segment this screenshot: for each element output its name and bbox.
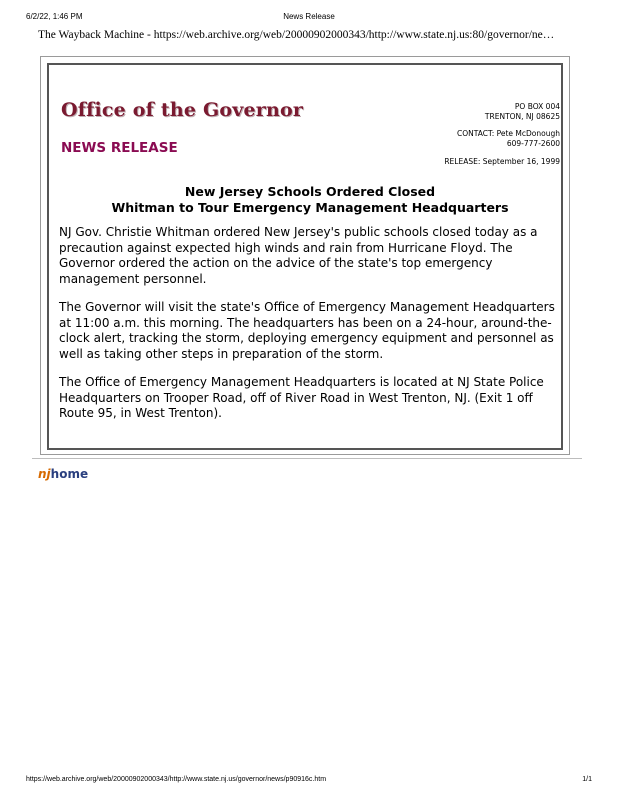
print-footer-url: https://web.archive.org/web/20000902000343/http://www.state.nj.us/governor/news/p90916c.htm	[26, 776, 327, 783]
print-page-title: News Release	[283, 12, 335, 21]
release-body	[59, 225, 557, 435]
office-of-the-governor-logo: Office of the Governor	[61, 99, 304, 121]
nj-home-link[interactable]	[38, 467, 88, 481]
headline	[60, 184, 560, 216]
nj-home-logo-nj: nj	[38, 467, 51, 481]
headline-line-2: Whitman to Tour Emergency Management Headquarters	[111, 200, 509, 215]
divider	[32, 458, 582, 459]
print-footer-page: 1/1	[582, 776, 592, 783]
wayback-banner: The Wayback Machine - https://web.archive.org/web/20000902000343/http://www.state.nj.us:80/governor/ne…	[38, 29, 555, 41]
address-line-2: TRENTON, NJ 08625	[484, 111, 560, 121]
contact-name: CONTACT: Pete McDonough	[456, 129, 560, 138]
body-paragraph: NJ Gov. Christie Whitman ordered New Jersey's public schools closed today as a precaution against expected high winds and rain from Hurricane Floyd. The Governor ordered the action on the advice of the state's top emergency management personnel.	[59, 225, 538, 286]
contact-phone: 609-777-2600	[506, 138, 560, 148]
headline-line-1: New Jersey Schools Ordered Closed	[184, 184, 436, 199]
nj-home-logo-home: home	[50, 467, 89, 481]
body-paragraph: The Governor will visit the state's Office of Emergency Management Headquarters at 11:00 a.m. this morning. The headquarters has been on a 24-hour, around-the-clock alert, tracking the storm, deploying emergency equipment and personnel as well as taking other steps in preparation of the storm.	[59, 300, 555, 361]
news-release-label: NEWS RELEASE	[61, 140, 178, 156]
address-line-1: PO BOX 004	[514, 102, 560, 111]
release-date: RELEASE: September 16, 1999	[444, 157, 560, 166]
body-paragraph: The Office of Emergency Management Headquarters is located at NJ State Police Headquarters on Trooper Road, off of River Road in West Trenton, NJ. (Exit 1 off Route 95, in West Trenton).	[59, 375, 544, 420]
print-datetime: 6/2/22, 1:46 PM	[26, 12, 83, 21]
contact-block	[457, 102, 560, 148]
